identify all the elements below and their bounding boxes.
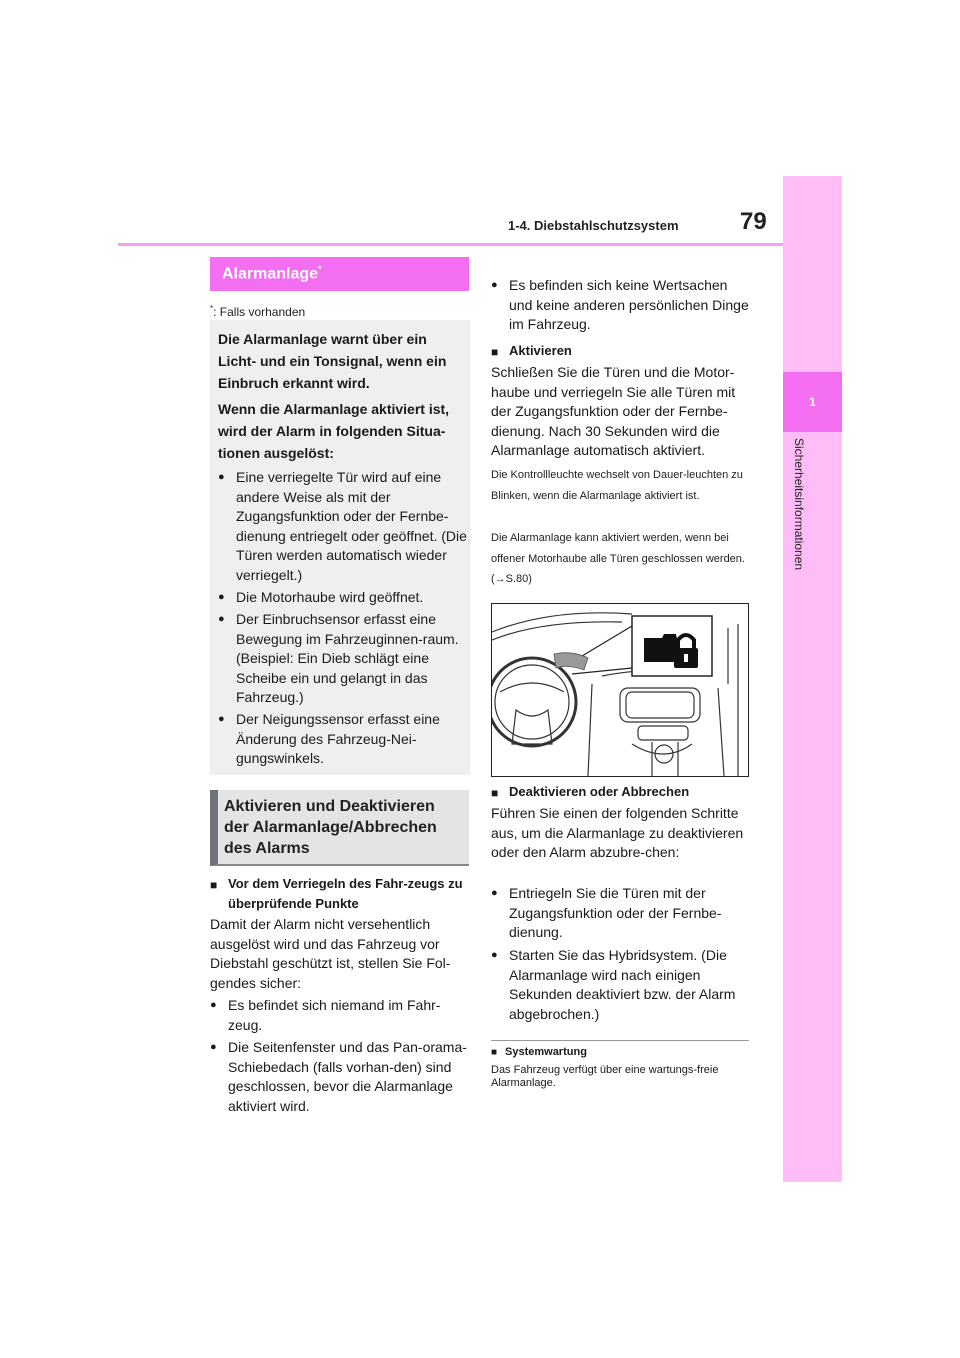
note-1: Die Kontrollleuchte wechselt von Dauer-leuchten zu Blinken, wenn die Alarmanlage aktiviert ist. bbox=[491, 469, 743, 502]
trigger-item: ● Die Motorhaube wird geöffnet. bbox=[218, 588, 476, 608]
check-item: ● Es befinden sich keine Wertsachen und keine anderen persönlichen Dinge im Fahrzeug. bbox=[491, 276, 749, 335]
trigger-item: ● Der Einbruchsensor erfasst eine Bewegung im Fahrzeuginnen-raum. (Beispiel: Ein Dieb schlägt eine Scheibe ein und gelangt in das Fahrzeug.) bbox=[218, 610, 476, 708]
maintenance-heading: Systemwartung bbox=[505, 1046, 587, 1058]
check-heading: Vor dem Verriegeln des Fahr-zeugs zu überprüfende Punkte bbox=[228, 876, 463, 911]
dashboard-illustration bbox=[491, 603, 749, 777]
activate-heading: Aktivieren bbox=[509, 343, 572, 358]
trigger-item: ● Der Neigungssensor erfasst eine Änderung des Fahrzeug-Nei-gungswinkels. bbox=[218, 710, 476, 769]
side-tab bbox=[783, 176, 842, 1182]
check-item: ● Es befindet sich niemand im Fahr-zeug. bbox=[210, 996, 470, 1035]
chapter-number: 1 bbox=[783, 372, 842, 432]
maintenance-divider bbox=[491, 1040, 749, 1041]
intro-paragraph-2: Wenn die Alarmanlage aktiviert ist, wird der Alarm in folgenden Situa-tionen ausgelöst: bbox=[218, 401, 450, 461]
maintenance-text: Das Fahrzeug verfügt über eine wartungs-freie Alarmanlage. bbox=[491, 1064, 719, 1089]
check-text: Damit der Alarm nicht versehentlich ausgelöst wird und das Fahrzeug vor Diebstahl geschützt ist, stellen Sie Fol-gendes sicher: bbox=[210, 916, 451, 991]
check-item: ● Die Seitenfenster und das Pan-orama-Schiebedach (falls vorhan-den) sind geschlossen, bevor die Alarmanlage aktiviert wird. bbox=[210, 1038, 470, 1116]
deactivate-heading: Deaktivieren oder Abbrechen bbox=[509, 784, 690, 799]
deactivate-text: Führen Sie einen der folgenden Schritte aus, um die Alarmanlage zu deaktivieren oder den Alarm abzubre-chen: bbox=[491, 805, 744, 860]
chapter-title: Sicherheitsinformationen bbox=[792, 438, 806, 571]
footnote: *: Falls vorhanden bbox=[210, 304, 306, 319]
note-2: Die Alarmanlage kann aktiviert werden, wenn bei offener Motorhaube alle Türen geschlossen werden. (→S.80) bbox=[491, 532, 745, 585]
alarm-heading: Alarmanlage* bbox=[222, 264, 322, 283]
square-bullet-icon: ■ bbox=[491, 345, 499, 359]
dashboard-drawing bbox=[492, 604, 748, 776]
square-bullet-icon: ■ bbox=[491, 786, 499, 800]
section-title: 1-4. Diebstahlschutzsystem bbox=[508, 218, 679, 233]
deactivate-item: ● Entriegeln Sie die Türen mit der Zugangsfunktion oder der Fernbe-dienung. bbox=[491, 884, 749, 943]
deactivate-item: ● Starten Sie das Hybridsystem. (Die Alarmanlage wird nach einigen Sekunden deaktiviert bzw. der Alarm abgebrochen.) bbox=[491, 946, 749, 1024]
square-bullet-icon: ■ bbox=[491, 1047, 498, 1058]
intro-paragraph-1: Die Alarmanlage warnt über ein Licht- und ein Tonsignal, wenn ein Einbruch erkannt wird. bbox=[218, 331, 447, 391]
square-bullet-icon: ■ bbox=[210, 878, 218, 892]
header-rule bbox=[118, 243, 783, 246]
page-number: 79 bbox=[740, 208, 767, 235]
activation-heading: Aktivieren und Deaktivieren der Alarmanlage/Abbrechen des Alarms bbox=[224, 798, 437, 857]
trigger-item: ● Eine verriegelte Tür wird auf eine andere Weise als mit der Zugangsfunktion oder der Fernbe-dienung entriegelt oder geöffnet. (Die Türen werden automatisch wieder verriegelt.) bbox=[218, 468, 476, 585]
activate-text: Schließen Sie die Türen und die Motor-haube und verriegeln Sie alle Türen mit der Zugangsfunktion oder der Fernbe-dienung. Nach 30 Sekunden wird die Alarmanlage automatisch aktiviert. bbox=[491, 364, 736, 458]
